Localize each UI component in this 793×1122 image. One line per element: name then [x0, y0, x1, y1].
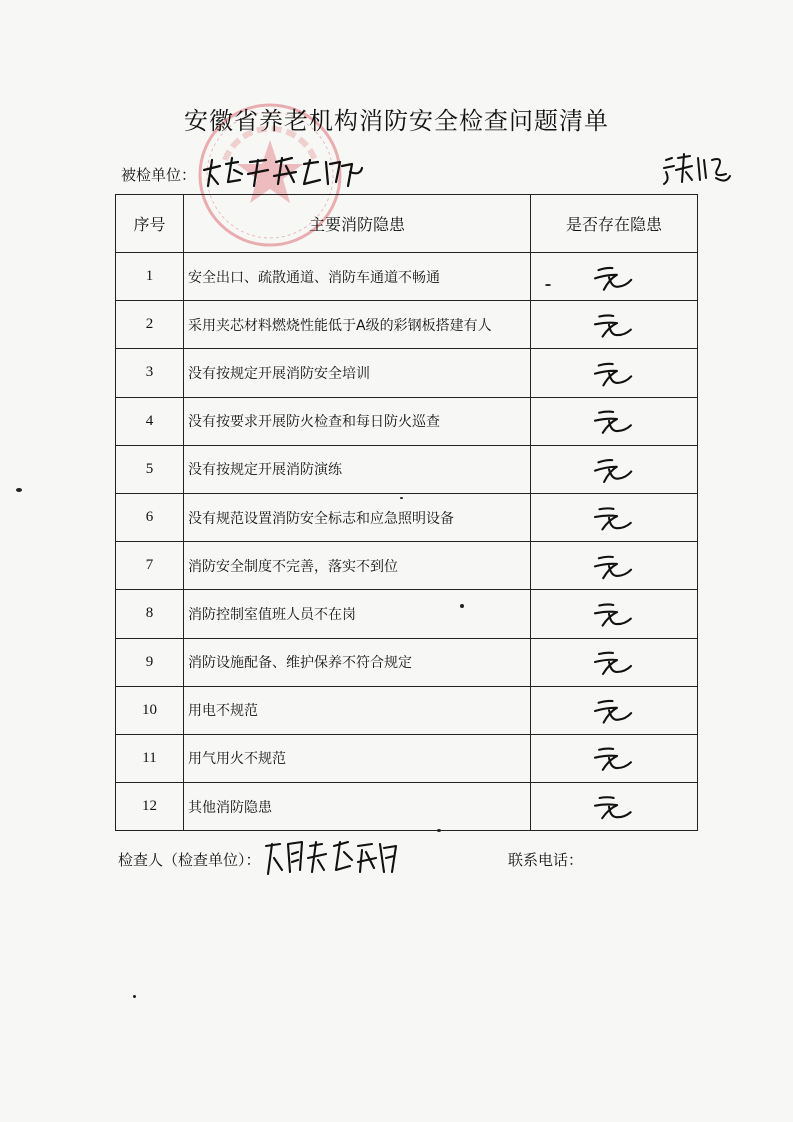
handwritten-answer [591, 694, 637, 726]
handwritten-answer [591, 357, 637, 389]
handwritten-answer [591, 309, 637, 341]
row-number: 6 [116, 493, 184, 541]
scan-speck [400, 497, 403, 499]
scan-speck [545, 284, 551, 286]
table-row [116, 542, 698, 590]
table-row [116, 590, 698, 638]
row-answer-cell [531, 783, 698, 831]
row-answer-cell [531, 542, 698, 590]
hazard-checklist-table [115, 194, 698, 831]
row-number: 10 [116, 686, 184, 734]
row-answer-cell [531, 253, 698, 301]
row-answer-cell [531, 590, 698, 638]
header-hazard: 主要消防隐患 [184, 195, 531, 253]
row-answer-cell [531, 638, 698, 686]
row-number: 9 [116, 638, 184, 686]
row-answer-cell [531, 686, 698, 734]
table-row [116, 734, 698, 782]
row-hazard-item: 没有规范设置消防安全标志和应急照明设备 [184, 493, 531, 541]
corner-handwritten-note [660, 150, 735, 190]
page-title: 安徽省养老机构消防安全检查问题清单 [184, 107, 609, 135]
row-number: 11 [116, 734, 184, 782]
scan-speck [460, 604, 464, 608]
row-answer-cell [531, 734, 698, 782]
inspected-unit-handwritten-signature [200, 152, 365, 194]
table-row [116, 783, 698, 831]
row-hazard-item: 没有按规定开展消防安全培训 [184, 349, 531, 397]
scan-speck [133, 995, 136, 998]
header-number: 序号 [116, 195, 184, 253]
row-hazard-item: 用气用火不规范 [184, 734, 531, 782]
handwritten-answer [591, 261, 637, 293]
row-answer-cell [531, 301, 698, 349]
table-row [116, 445, 698, 493]
row-answer-cell [531, 445, 698, 493]
row-hazard-item: 没有按要求开展防火检查和每日防火巡查 [184, 397, 531, 445]
contact-phone-label: 联系电话： [508, 851, 584, 869]
table-row [116, 301, 698, 349]
row-hazard-item: 没有按规定开展消防演练 [184, 445, 531, 493]
row-hazard-item: 用电不规范 [184, 686, 531, 734]
row-answer-cell [531, 349, 698, 397]
row-hazard-item: 安全出口、疏散通道、消防车通道不畅通 [184, 253, 531, 301]
inspector-handwritten-signature [262, 836, 402, 880]
table-row [116, 686, 698, 734]
table-row [116, 638, 698, 686]
handwritten-answer [591, 502, 637, 534]
row-number: 4 [116, 397, 184, 445]
table-row [116, 397, 698, 445]
handwritten-answer [591, 742, 637, 774]
scan-speck [16, 488, 22, 492]
table-row [116, 253, 698, 301]
table-row [116, 493, 698, 541]
row-hazard-item: 消防设施配备、维护保养不符合规定 [184, 638, 531, 686]
handwritten-answer [591, 405, 637, 437]
handwritten-answer [591, 453, 637, 485]
table-row [116, 349, 698, 397]
row-number: 2 [116, 301, 184, 349]
inspector-label: 检查人（检查单位）： [118, 851, 261, 869]
row-number: 5 [116, 445, 184, 493]
inspected-unit-label: 被检单位： [121, 166, 197, 184]
row-number: 12 [116, 783, 184, 831]
table-header-row [116, 195, 698, 253]
handwritten-answer [591, 791, 637, 823]
scan-speck [437, 829, 441, 832]
handwritten-answer [591, 550, 637, 582]
row-answer-cell [531, 493, 698, 541]
header-exists: 是否存在隐患 [531, 195, 698, 253]
row-number: 3 [116, 349, 184, 397]
handwritten-answer [591, 598, 637, 630]
row-number: 1 [116, 253, 184, 301]
row-hazard-item: 其他消防隐患 [184, 783, 531, 831]
row-number: 7 [116, 542, 184, 590]
handwritten-answer [591, 646, 637, 678]
row-hazard-item: 消防安全制度不完善，落实不到位 [184, 542, 531, 590]
row-number: 8 [116, 590, 184, 638]
row-hazard-item: 采用夹芯材料燃烧性能低于A级的彩钢板搭建有人 [184, 301, 531, 349]
row-hazard-item: 消防控制室值班人员不在岗 [184, 590, 531, 638]
row-answer-cell [531, 397, 698, 445]
